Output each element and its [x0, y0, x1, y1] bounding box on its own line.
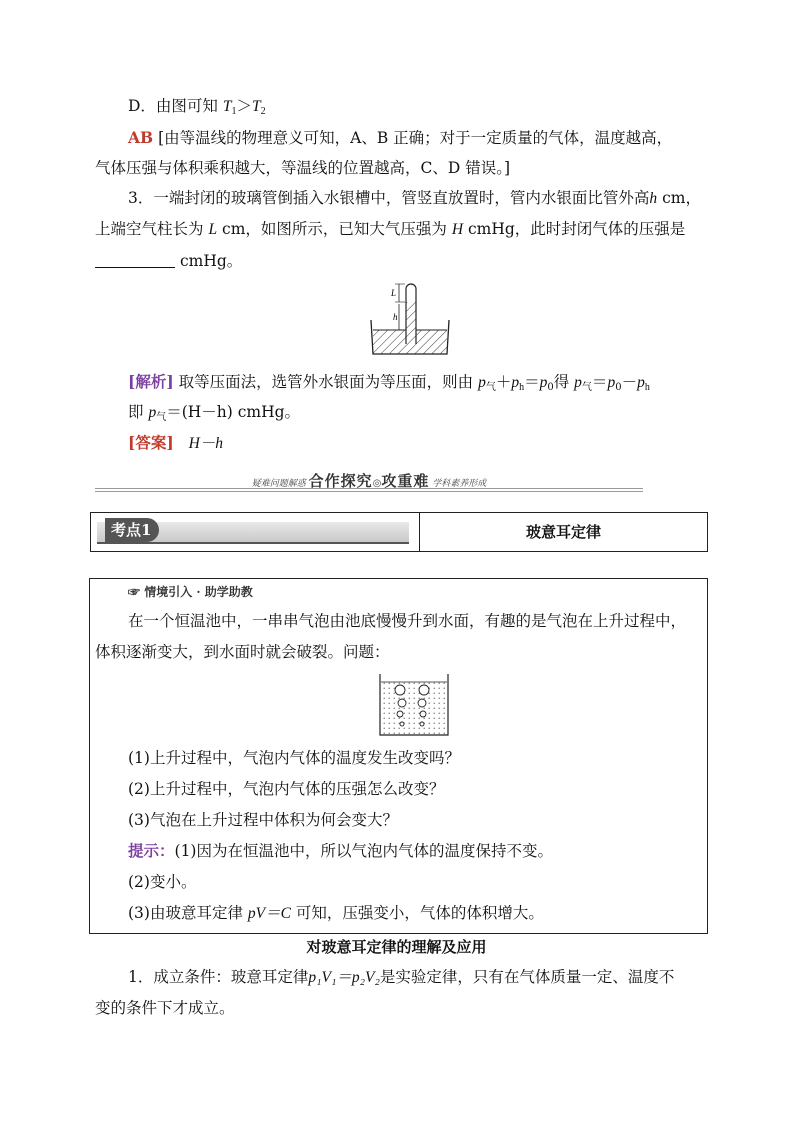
section-banner: 疑难问题解惑 合作探究◎攻重难 学科素养形成 [251, 472, 487, 490]
section-title: 对玻意耳定律的理解及应用 [306, 938, 487, 956]
scenario-q1: (1)上升过程中，气泡内气体的温度发生改变吗？ [128, 749, 460, 767]
kaodian-tag: 考点1 [105, 518, 159, 542]
answer-ab-label: AB [128, 128, 154, 147]
jiexi-line1: [解析] 取等压面法，选管外水银面为等压面，则由 $p_气+p_h=p_0$得 $p_气=p_0-p_h$ [128, 372, 650, 393]
t2-symbol: $T_2$ [252, 98, 266, 117]
banner-rule-bottom [95, 491, 643, 492]
answer-ab-line2: 气体压强与体积乘积越大，等温线的位置越高，C、D 错误。] [95, 159, 511, 177]
hands-icon: ☞ [128, 585, 141, 599]
answer-blank [95, 253, 175, 268]
q3-line3: cmHg。 [95, 251, 242, 271]
daan-line [128, 433, 223, 454]
greater-than: ＞ [236, 97, 253, 115]
answer-ab-text1: [由等温线的物理意义可知，A、B 正确；对于一定质量的气体，温度越高， [158, 129, 673, 147]
section-para2: 变的条件下才成立。 [95, 999, 235, 1017]
answer-ab-line1 [128, 128, 672, 148]
q3-line2: 上端空气柱长为 L cm，如图所示，已知大气压强为 H cmHg，此时封闭气体的压强是 [95, 220, 686, 238]
scenario-para1: 在一个恒温池中，一串串气泡由池底慢慢升到水面，有趣的是气泡在上升过程中， [128, 612, 687, 630]
scenario-para2: 体积逐渐变大，到水面时就会破裂。问题： [95, 643, 390, 661]
hint-line2: (2)变小。 [128, 873, 197, 891]
scenario-label: ☞ 情境引入 · 助学助教 [128, 585, 253, 599]
daan-value: H－h [188, 435, 224, 452]
section-para1: 1．成立条件：玻意耳定律p₁V₁＝p₂V₂是实验定律，只有在气体质量一定、温度不 [128, 968, 675, 986]
scenario-q2: (2)上升过程中，气泡内气体的压强怎么改变？ [128, 780, 445, 798]
daan-label: [答案] [128, 433, 174, 452]
bubbles-figure [378, 672, 450, 738]
option-d [128, 96, 266, 122]
jiexi-label: [解析] [128, 372, 174, 391]
label-L: L [391, 288, 397, 298]
option-d-prefix: D．由图可知 [128, 97, 218, 115]
hint-label: 提示： [128, 841, 175, 860]
scenario-q3: (3)气泡在上升过程中体积为何会变大？ [128, 811, 398, 829]
hint-line3: (3)由玻意耳定律 pV＝C 可知，压强变小，气体的体积增大。 [128, 904, 544, 922]
kaodian-table [90, 512, 708, 552]
t1-symbol: $T_1$ [222, 98, 237, 117]
jiexi-line2: 即 $p_气=(H-h)$ cmHg。 [128, 403, 301, 423]
label-h: h [393, 312, 398, 322]
mercury-tube-figure [365, 276, 455, 360]
kaodian-title: 玻意耳定律 [525, 523, 601, 541]
hint-line1: 提示：(1)因为在恒温池中，所以气泡内气体的温度保持不变。 [128, 841, 553, 860]
q3-line1: 3．一端封闭的玻璃管倒插入水银槽中，管竖直放置时，管内水银面比管外高h cm， [128, 189, 701, 207]
